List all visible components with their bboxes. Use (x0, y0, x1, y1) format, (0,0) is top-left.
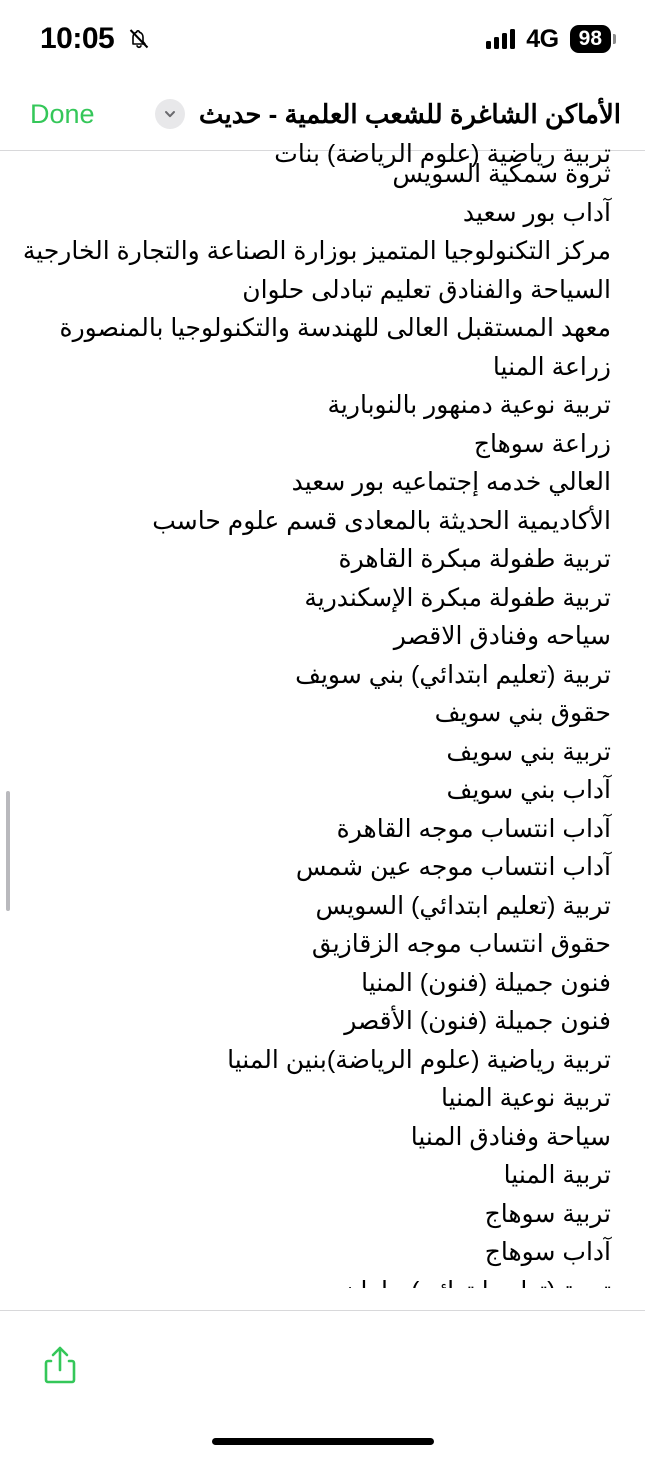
list-item: حقوق انتساب موجه الزقازيق (311, 930, 611, 958)
battery-percentage: 98 (570, 25, 611, 53)
share-icon[interactable] (34, 1340, 86, 1392)
cellular-bars-icon (486, 29, 515, 49)
status-bar-right (486, 25, 611, 54)
list-item: تربية نوعية دمنهور بالنوبارية (327, 391, 611, 419)
document-scroll-area[interactable] (0, 140, 645, 1310)
list-item: سياحه وفنادق الاقصر (393, 622, 611, 650)
list-item: العالي خدمه إجتماعيه بور سعيد (291, 468, 611, 496)
vacancy-list (0, 135, 645, 1310)
bell-slash-icon (126, 26, 152, 52)
status-time: 10:05 (40, 22, 115, 55)
list-item: تربية طفولة مبكرة الإسكندرية (304, 583, 611, 612)
list-item: حقوق بني سويف (434, 699, 611, 727)
list-item: تربية (تعليم ابتدائي) السويس (315, 891, 611, 920)
list-item: فنون جميلة (فنون) المنيا (361, 968, 611, 997)
list-item: آداب سوهاج (484, 1238, 611, 1266)
status-bar-left (40, 22, 152, 56)
list-item: فنون جميلة (فنون) الأقصر (344, 1007, 611, 1035)
list-item: سياحة وفنادق المنيا (410, 1122, 611, 1151)
list-item: مركز التكنولوجيا المتميز بوزارة الصناعة والتجارة الخارجية (22, 237, 611, 265)
done-button[interactable]: Done (30, 98, 95, 129)
list-item: تربية رياضية (علوم الرياضة)بنين المنيا (227, 1045, 611, 1074)
list-item: زراعة المنيا (492, 352, 611, 381)
list-item: زراعة سوهاج (473, 429, 611, 458)
list-item: تربية طفولة مبكرة القاهرة (338, 545, 611, 573)
bottom-toolbar (0, 1310, 645, 1420)
list-item: آداب بور سعيد (462, 198, 611, 227)
list-item: تربية بني سويف (446, 737, 611, 766)
list-item: ثروة سمكية السويس (392, 160, 611, 188)
list-item: تربية سوهاج (484, 1199, 611, 1228)
home-indicator[interactable] (212, 1438, 434, 1445)
list-item: آداب انتساب موجه القاهرة (336, 814, 611, 843)
navigation-title-group (95, 99, 621, 130)
network-type-label: 4G (526, 24, 559, 53)
list-item: آداب انتساب موجه عين شمس (295, 853, 611, 881)
list-item: تربية المنيا (503, 1161, 611, 1189)
list-item: معهد المستقبل العالى للهندسة والتكنولوجيا بالمنصورة (59, 314, 611, 342)
list-item: آداب بني سويف (446, 776, 611, 804)
chevron-down-icon[interactable] (155, 99, 185, 129)
list-item: السياحة والفنادق تعليم تبادلى حلوان (242, 275, 611, 304)
status-bar (0, 0, 645, 78)
list-item: الأكاديمية الحديثة بالمعادى قسم علوم حاسب (152, 506, 611, 535)
page-title: الأماكن الشاغرة للشعب العلمية - حديث (198, 98, 621, 129)
list-item: تربية (تعليم ابتدائي) بني سويف (295, 660, 611, 689)
bottom-fade (0, 1288, 645, 1310)
list-item: تربية نوعية المنيا (440, 1084, 611, 1112)
list-item-clipped-top: تربية رياضية (علوم الرياضة) بنات (274, 140, 611, 168)
vertical-scrollbar[interactable] (6, 791, 10, 911)
home-indicator-area (0, 1420, 645, 1462)
